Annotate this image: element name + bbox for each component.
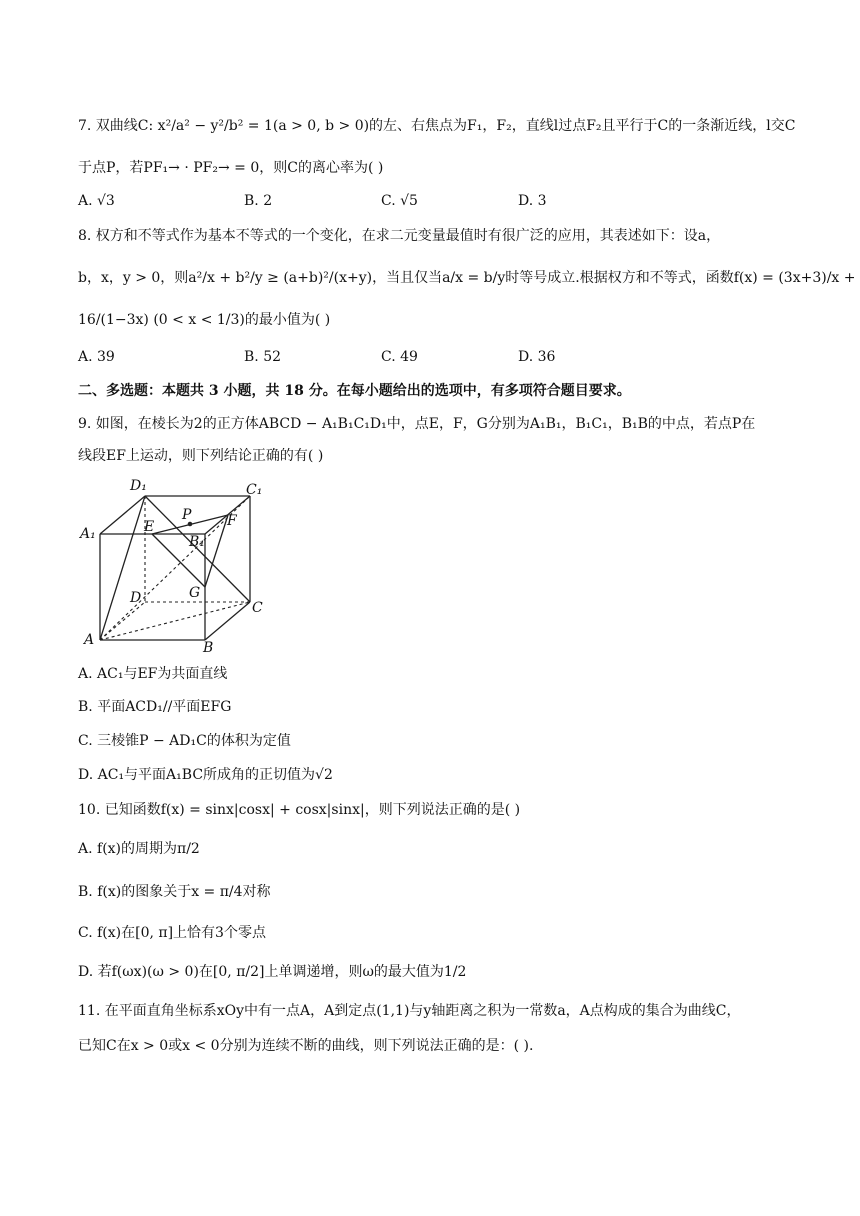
q8-option-c: C. 49 [381,349,418,365]
label-e: E [144,519,155,535]
label-f: F [227,513,237,529]
q10-line1: 10. 已知函数f(x) = sinx|cosx| + cosx|sinx|，则下列说法正确的是( ) [78,802,521,818]
q9-option-d: D. AC₁与平面A₁BC所成角的正切值为√2 [78,767,333,783]
q9-option-b: B. 平面ACD₁//平面EFG [78,699,232,715]
label-c: C [252,600,263,616]
q11-line1: 11. 在平面直角坐标系xOy中有一点A，A到定点(1,1)与y轴距离之积为一常数a，A点构成的集合为曲线C， [78,1003,741,1019]
label-a: A [84,632,95,648]
q10-option-b: B. f(x)的图象关于x = π/4对称 [78,884,271,900]
q9-option-c: C. 三棱锥P − AD₁C的体积为定值 [78,733,291,749]
q9-line1: 9. 如图，在棱长为2的正方体ABCD − A₁B₁C₁D₁中，点E，F，G分别为A₁B₁，B₁C₁，B₁B的中点，若点P在 [78,416,756,432]
q9-line2: 线段EF上运动，则下列结论正确的有( ) [78,448,324,464]
q8-line3: 16/(1−3x) (0 < x < 1/3)的最小值为( ) [78,312,331,328]
q7-option-d: D. 3 [518,193,547,209]
label-p: P [182,507,192,523]
cube-figure [78,476,278,654]
q9-option-a: A. AC₁与EF为共面直线 [78,666,228,682]
label-c1: C₁ [246,482,263,498]
q11-line2: 已知C在x > 0或x < 0分别为连续不断的曲线，则下列说法正确的是：( ). [78,1038,534,1054]
q7-option-a: A. √3 [78,193,115,209]
q8-option-a: A. 39 [78,349,115,365]
q7-option-c: C. √5 [381,193,418,209]
label-a1: A₁ [80,526,96,542]
label-d1: D₁ [130,478,147,494]
label-d: D [130,590,142,606]
q7-option-b: B. 2 [244,193,273,209]
label-b: B [203,640,214,654]
q10-option-a: A. f(x)的周期为π/2 [78,841,200,857]
cube-diagram [78,476,278,654]
edge-ad-hidden [100,602,145,640]
q7-line2: 于点P，若PF₁→ · PF₂→ = 0，则C的离心率为( ) [78,160,384,176]
q8-line2: b，x，y > 0，则a²/x + b²/y ≥ (a+b)²/(x+y)，当且仅当a/x = b/y时等号成立.根据权方和不等式，函数f(x) = (3x+3)/x + [78,270,856,286]
label-b1: B₁ [189,534,205,550]
q7-line1: 7. 双曲线C: x²/a² − y²/b² = 1(a > 0, b > 0)的左、右焦点为F₁，F₂，直线l过点F₂且平行于C的一条渐近线，l交C [78,118,796,134]
q8-line1: 8. 权方和不等式作为基本不等式的一个变化，在求二元变量最值时有很广泛的应用，其表述如下：设a， [78,228,721,244]
edge-a1d1 [100,496,145,534]
edge-bc [205,602,250,640]
q8-option-b: B. 52 [244,349,282,365]
q10-option-c: C. f(x)在[0, π]上恰有3个零点 [78,925,266,941]
label-g: G [189,585,201,601]
q8-option-d: D. 36 [518,349,556,365]
q10-option-d: D. 若f(ωx)(ω > 0)在[0, π/2]上单调递增，则ω的最大值为1/2 [78,964,467,980]
section-heading-multiple-choice: 二、多选题：本题共 3 小题，共 18 分。在每小题给出的选项中，有多项符合题目要求。 [78,383,631,399]
